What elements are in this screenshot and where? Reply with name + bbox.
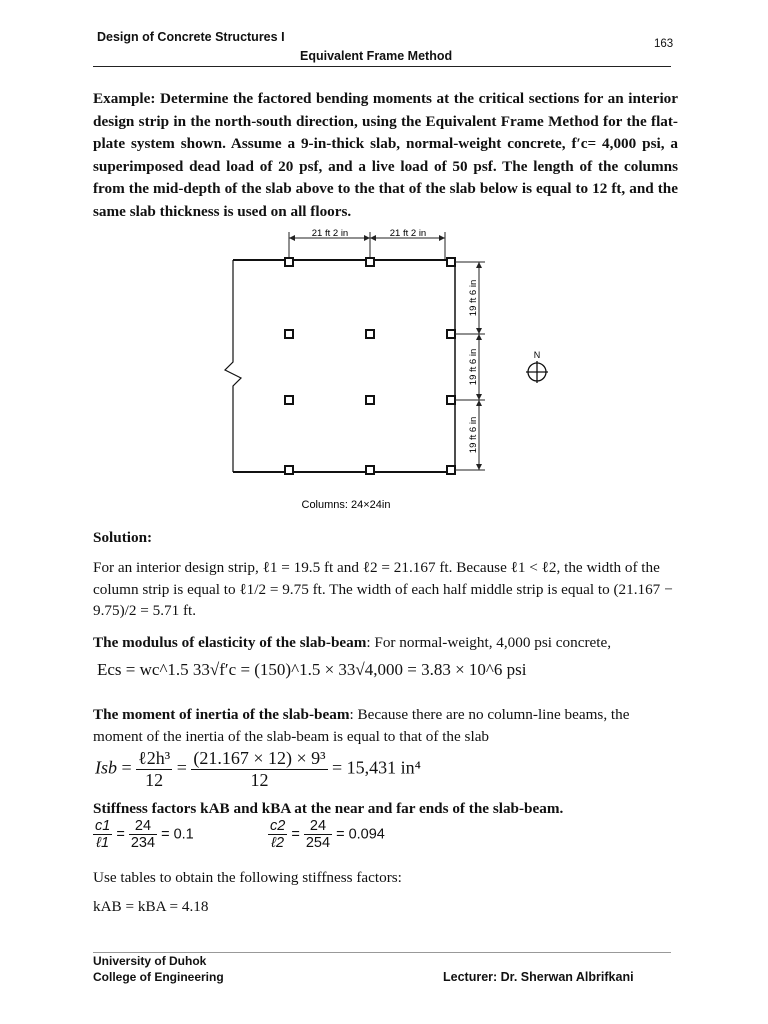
c2-num: c2 — [270, 818, 286, 834]
c1-den-value: 234 — [130, 835, 156, 851]
footer-university: University of Duhok — [93, 954, 207, 968]
inertia-paragraph — [93, 704, 678, 747]
kab-text: kAB = kBA = 4.18 — [93, 898, 209, 915]
north-label: N — [533, 350, 541, 360]
modulus-text: : For normal-weight, 4,000 psi concrete, — [366, 634, 612, 651]
c1-result: = 0.1 — [161, 826, 194, 843]
isb-equation: Isb = $\frac{\text{ℓ2h³}}{12}$ = $\frac{\text{(21.167 × 12) × 9³}}{12}$ = 15,431 in⁴ — [95, 748, 421, 790]
modulus-heading: The modulus of elasticity of the slab-beam — [93, 634, 367, 651]
modulus-paragraph — [93, 632, 678, 654]
c2-num-value: 24 — [304, 818, 332, 835]
dim-top-1: 21 ft 2 in — [311, 228, 349, 239]
c2-ratio: $\frac{c2}{\text{ℓ2}}$ = $\frac{24}{254}$ = 0.094 — [270, 818, 385, 851]
flat-plate-plan-figure — [215, 222, 575, 514]
solution-heading: Solution: — [93, 529, 153, 546]
page-number: 163 — [654, 38, 674, 50]
footer-divider — [93, 952, 671, 953]
tables-text: Use tables to obtain the following stiffness factors: — [93, 869, 402, 886]
isb-result: = 15,431 in⁴ — [332, 757, 421, 778]
footer-college: College of Engineering — [93, 970, 224, 984]
isb-fraction-2 — [191, 748, 327, 791]
figure-caption: Columns: 24×24in — [301, 499, 391, 511]
isb-den1: 12 — [145, 770, 164, 790]
isb-den2: 12 — [250, 770, 269, 790]
course-title: Design of Concrete Structures I — [97, 30, 285, 44]
header-divider — [93, 66, 671, 67]
ecs-equation: Ecs = wc^1.5 33√f′c = (150)^1.5 × 33√4,000 = 3.83 × 10^6 psi — [97, 660, 527, 679]
inertia-heading: The moment of inertia of the slab-beam — [93, 706, 350, 723]
north-arrow-icon — [526, 361, 548, 383]
inertia-text: : Because there are no column-line beams, the moment of the inertia of the slab-beam is equal to that of the slab — [93, 706, 630, 745]
example-statement: Example: Determine the factored bending moments at the critical sections for an interior design strip in the north-south direction, using the Equivalent Frame Method for the flat-plate system shown. Assume a 9-in-thick slab, normal-weight concrete, f′c= 4,000 psi, a superimposed dead load of 20 psf, and a live load of 50 psf. The length of the columns from the mid-depth of the slab above to the that of the slab below is equal to 12 ft, and the same slab thickness is used on all floors. — [93, 90, 678, 220]
c1-den: ℓ1 — [96, 835, 110, 851]
c1-ratio: $\frac{c1}{\text{ℓ1}}$ = $\frac{24}{234}$ = 0.1 — [95, 818, 194, 851]
c2-result: = 0.094 — [336, 826, 385, 843]
dim-top-2: 21 ft 2 in — [389, 228, 427, 239]
c1-num: c1 — [95, 818, 111, 834]
solution-paragraph-1: For an interior design strip, ℓ1 = 19.5 ft and ℓ2 = 21.167 ft. Because ℓ1 < ℓ2, the width of the column strip is equal to ℓ1/2 = 9.75 ft. The width of each half middle strip is equal to (21.167 − 9.75)/2 = 5.71 ft. — [93, 559, 673, 619]
dim-right-2: 19 ft 6 in — [468, 348, 479, 386]
c1-num-value: 24 — [129, 818, 157, 835]
isb-num1: ℓ2h³ — [138, 748, 171, 768]
isb-num2: (21.167 × 12) × 9³ — [193, 748, 326, 768]
stiffness-heading: Stiffness factors kAB and kBA at the near and far ends of the slab-beam. — [93, 800, 564, 817]
isb-fraction-1 — [136, 748, 172, 791]
dim-right-1: 19 ft 6 in — [468, 279, 479, 317]
c2-den: ℓ2 — [271, 835, 285, 851]
isb-lhs: Isb — [95, 757, 117, 778]
footer-lecturer: Lecturer: Dr. Sherwan Albrifkani — [443, 970, 634, 984]
c2-den-value: 254 — [305, 835, 331, 851]
dim-right-3: 19 ft 6 in — [468, 416, 479, 454]
chapter-title: Equivalent Frame Method — [300, 49, 453, 63]
